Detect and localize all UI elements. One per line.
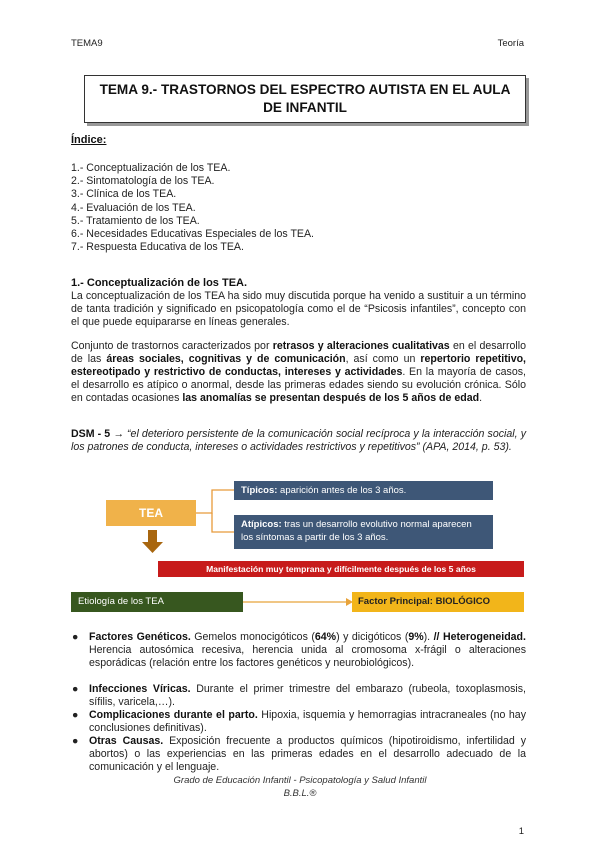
list-item [72,683,526,709]
page-number: 1 [518,826,524,837]
bold-text: 9% [408,631,424,643]
bullet-icon: ● [72,735,79,747]
connector-tipicos [196,490,234,513]
section-heading: 1.- Conceptualización de los TEA. [71,277,248,289]
item-lead: Infecciones Víricas. [89,683,191,695]
index-item: 6.- Necesidades Educativas Especiales de los TEA. [71,228,314,241]
atipicos-text: tras un desarrollo evolutivo normal aparecen los síntomas a partir de los 3 años. [241,519,472,543]
bold-text: las anomalías se presentan después de los 5 años de edad [182,392,480,404]
bold-text: 64% [314,631,337,643]
manifestation-bar: Manifestación muy temprana y difícilmente después de los 5 años [158,561,524,577]
bullet-icon: ● [72,683,79,695]
list-item [72,735,526,774]
item-text: Durante el primer trimestre del embarazo (rubeola, toxoplasmosis, sífilis, varicela,…). [89,683,526,708]
item-text: Gemelos monocigóticos ( [190,631,315,643]
item-text: Herencia autosómica recesiva, herencia unida al cromosoma x-frágil o alteraciones esporádicas (relación entre los factores genéticos y neurobiológicos). [89,644,526,669]
text: Conjunto de trastornos caracterizados por [71,340,273,352]
tipicos-box [234,481,493,500]
dsm-label: DSM - 5 [71,428,111,440]
item-text: ) y dicigóticos ( [336,631,409,643]
bullet-icon: ● [72,709,79,721]
index-item: 1.- Conceptualización de los TEA. [71,162,231,174]
index-item: 7.- Respuesta Educativa de los TEA. [71,241,244,254]
text: en el desarrollo de las [71,340,526,365]
dsm-quote-text: “el deterioro persistente de la comunicación social recíproca y la interacción social, y los patrones de conducta, intereses o actividades restrictivos y repetitivos” (APA, 2014, p. 53). [71,428,526,453]
title-line-1: TEMA 9.- TRASTORNOS DEL ESPECTRO AUTISTA EN EL AULA [99,82,511,97]
tea-box: TEA [106,500,196,526]
factor-box: Factor Principal: BIOLÓGICO [352,592,524,612]
item-text: Exposición frecuente a productos químicos (hipotiroidismo, infertilidad y abortos) o las experiencias en las primeras edades en el desarrollo adecuado de la comunicación y el lenguaje. [89,735,526,773]
index-heading: Índice: [71,134,107,146]
header-right: Teoría [497,38,524,49]
bold-text: áreas sociales, cognitivas y de comunicación [106,353,346,365]
down-arrow-shaft [148,530,157,543]
tipicos-text: aparición antes de los 3 años. [277,485,407,496]
header-left: TEMA9 [71,38,103,49]
tipicos-label: Típicos: [241,485,278,496]
index-item: 3.- Clínica de los TEA. [71,188,177,201]
down-arrow-icon [142,542,163,553]
item-lead: Factores Genéticos. [89,631,191,643]
item-lead: Otras Causas. [89,735,164,747]
etiology-box: Etiología de los TEA [71,592,243,612]
paragraph-1: La conceptualización de los TEA ha sido muy discutida porque ha venido a sustituir a un término de tanta tradición y significado en psicopatología como el de “Psicosis infantiles”, concepto con el que puede equipararse en líneas generales. [71,290,526,328]
arrow-icon: → [110,428,128,440]
footer-line-1: Grado de Educación Infantil - Psicopatología y Salud Infantil [173,775,427,786]
item-lead: Complicaciones durante el parto. [89,709,258,721]
title-line-2: DE INFANTIL [263,100,347,115]
bold-text: // Heterogeneidad. [433,631,526,643]
atipicos-label: Atípicos: [241,519,282,530]
list-item [72,631,526,670]
atipicos-box [234,515,493,549]
bullet-icon: ● [72,631,79,643]
connector-atipicos [212,513,234,532]
item-text: ). [423,631,434,643]
bold-text: retrasos y alteraciones cualitativas [272,340,450,352]
text: . [479,392,483,404]
text: , así como un [345,353,421,365]
text: . En la mayoría de casos, el desarrollo es atípico o anormal, desde las primeras edades siendo su evolución crónica. Sólo en contadas ocasiones [71,366,526,404]
list-item [72,709,526,735]
index-item: 5.- Tratamiento de los TEA. [71,214,200,227]
index-item: 4.- Evaluación de los TEA. [71,201,196,214]
bold-text: repertorio repetitivo, estereotipado y restrictivo de conductas, intereses y actividades [71,353,526,378]
footer-line-2: B.B.L.® [283,788,317,799]
item-text: Hipoxia, isquemia y hemorragias intracraneales (no hay conclusiones definitivas). [89,709,526,734]
index-item: 2.- Sintomatología de los TEA. [71,175,215,188]
